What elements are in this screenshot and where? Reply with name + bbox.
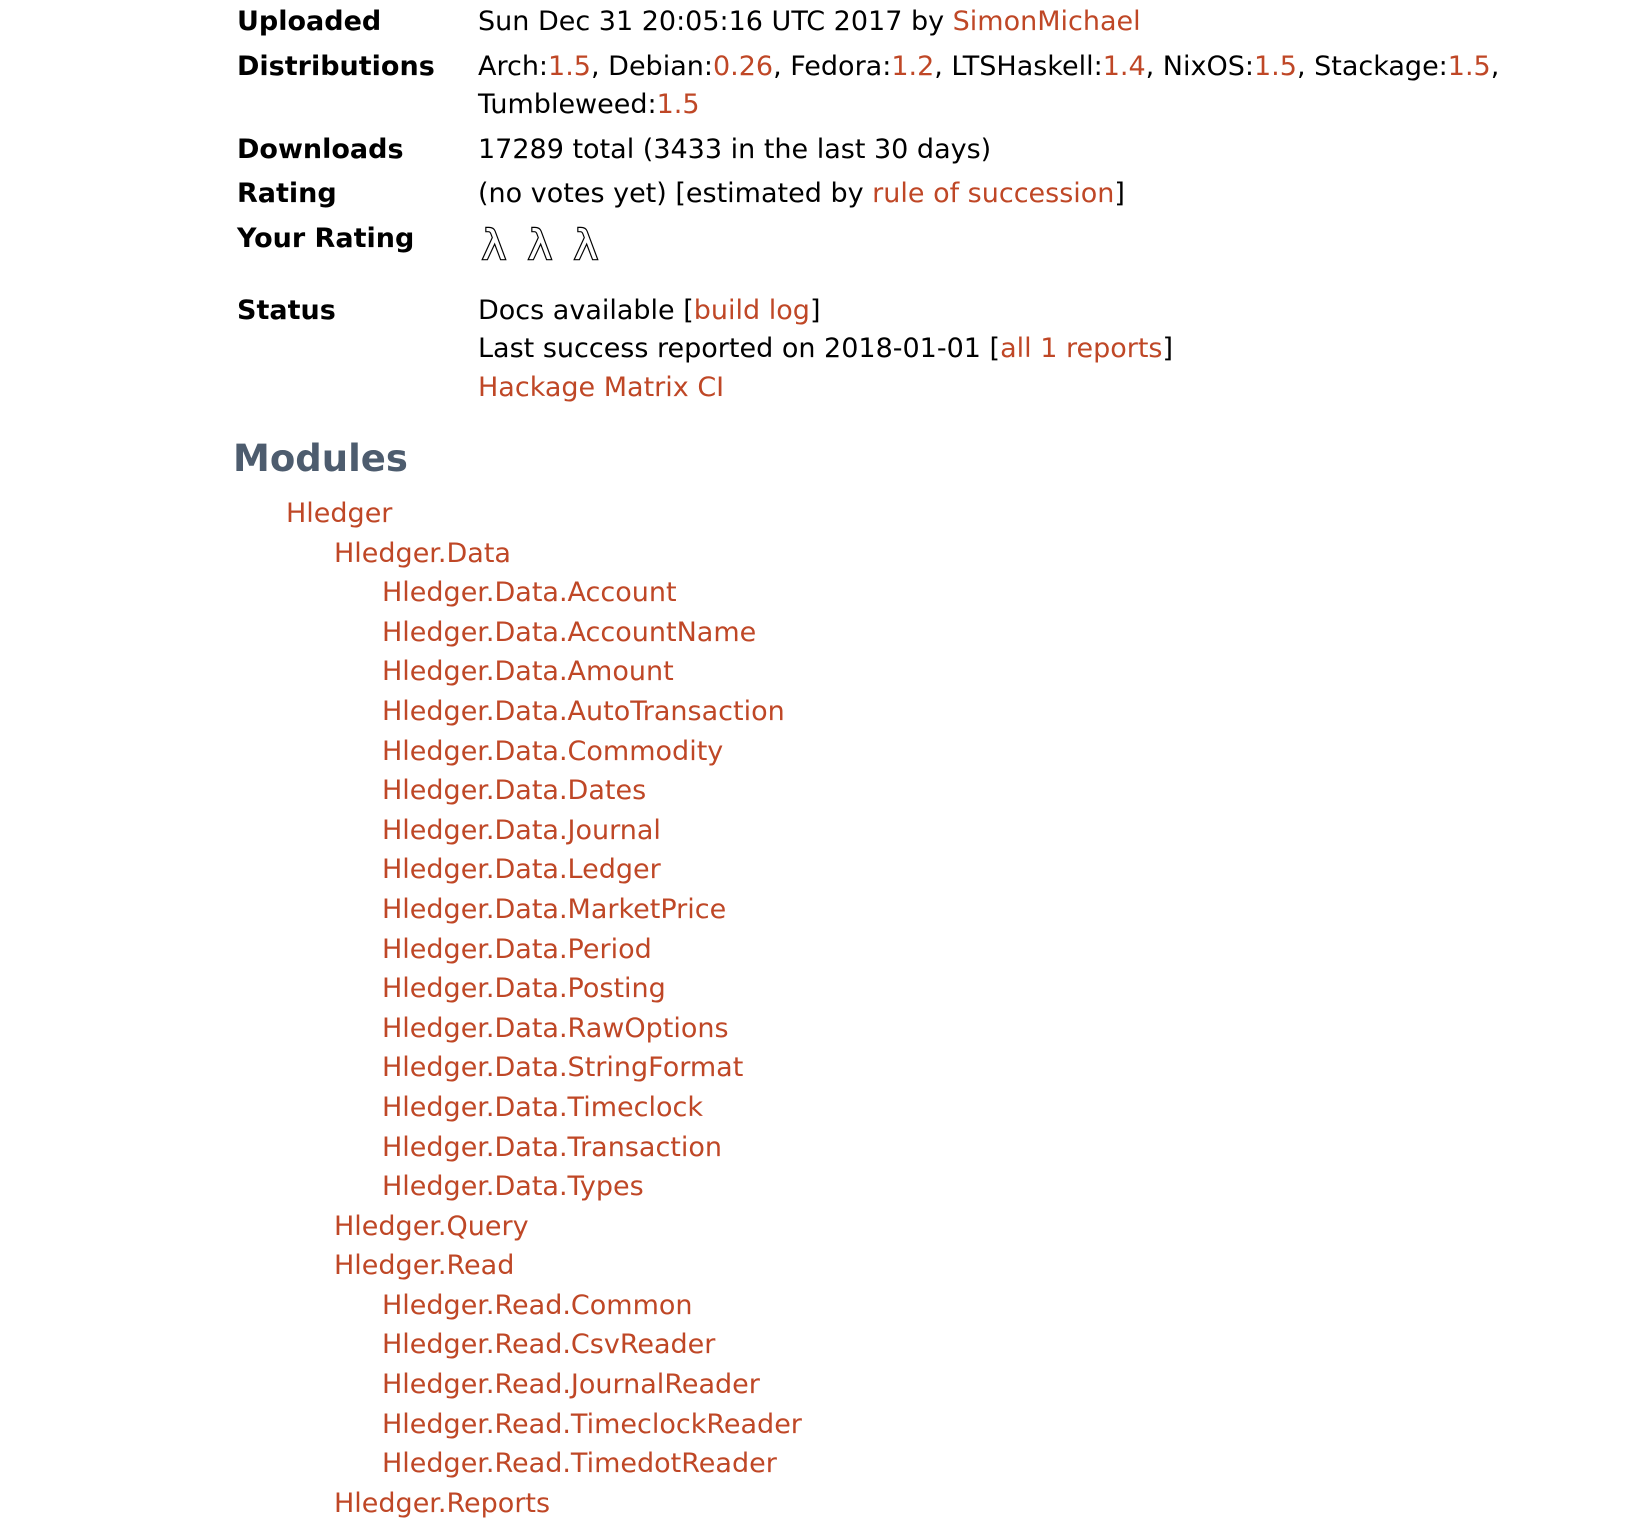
module-link[interactable]: Hledger.Read.JournalReader [382,1369,760,1401]
hackage-matrix-ci-link[interactable]: Hackage Matrix CI [478,371,725,403]
module-tree-item [0,1088,1639,1128]
module-link[interactable]: Hledger.Data.Journal [382,814,661,846]
property-value [478,0,1528,45]
property-row-status [237,271,1528,411]
property-value [478,217,1528,271]
module-tree-item [0,1286,1639,1326]
property-value-line [478,175,1528,214]
module-tree-item [0,1365,1639,1405]
property-row-your-rating [237,217,1528,271]
lambda-rating-icon[interactable] [524,222,556,268]
property-label: Distributions [237,50,435,82]
module-link[interactable]: Hledger.Data [334,537,511,569]
fedora-version-link[interactable]: 1.2 [891,50,935,82]
svg-text:λ: λ [481,221,507,268]
property-value-line [478,131,1528,170]
module-tree-item [0,811,1639,851]
property-value-line [478,48,1528,125]
module-tree-item [0,534,1639,574]
text: Docs available [ [478,294,694,326]
module-tree-item [0,1207,1639,1247]
svg-text:λ: λ [527,221,553,268]
text: Arch: [478,50,549,82]
text: , Debian: [590,50,713,82]
lambda-rating-icon[interactable] [478,222,510,268]
module-tree-item [0,692,1639,732]
module-link[interactable]: Hledger.Data.MarketPrice [382,893,727,925]
module-link[interactable]: Hledger.Read [334,1250,515,1282]
text: , Tumbleweed: [478,50,1500,120]
svg-text:λ: λ [573,221,599,268]
module-tree-item [0,771,1639,811]
debian-version-link[interactable]: 0.26 [712,50,774,82]
text: , Fedora: [773,50,892,82]
module-link[interactable]: Hledger.Reports [334,1487,551,1519]
module-tree-item [0,1167,1639,1207]
package-properties-body [237,0,1528,410]
module-link[interactable]: Hledger.Data.AutoTransaction [382,695,785,727]
module-tree-item [0,652,1639,692]
package-properties [237,0,1528,410]
module-link[interactable]: Hledger.Data.RawOptions [382,1012,729,1044]
module-link[interactable]: Hledger.Data.Types [382,1171,644,1203]
text: ] [809,294,821,326]
property-label: Downloads [237,133,404,165]
uploader-link[interactable]: SimonMichael [952,6,1141,37]
module-link[interactable]: Hledger.Read.TimedotReader [382,1448,777,1480]
module-tree-item [0,1444,1639,1484]
rating-widget [478,220,1528,268]
module-tree-item [0,573,1639,613]
property-row-downloads [237,128,1528,173]
module-tree [0,494,1639,1523]
module-link[interactable]: Hledger [286,498,393,529]
text: 17289 total (3433 in the last 30 days) [478,133,992,165]
module-link[interactable]: Hledger.Read.Common [382,1289,693,1321]
rule-of-succession-link[interactable]: rule of succession [872,178,1115,209]
tumbleweed-version-link[interactable]: 1.5 [656,89,700,120]
stackage-version-link[interactable]: 1.5 [1447,50,1491,82]
module-link[interactable]: Hledger.Read.CsvReader [382,1329,716,1361]
module-link[interactable]: Hledger.Data.Ledger [382,854,661,886]
text: ] [1162,333,1174,364]
module-tree-item [0,1009,1639,1049]
module-tree-item [0,1484,1639,1523]
property-label: Rating [237,178,337,209]
property-value-line [478,330,1528,369]
property-value-line [478,3,1528,42]
text: (no votes yet) [estimated by [478,178,873,209]
module-tree-item [0,850,1639,890]
property-value [478,45,1528,128]
module-tree-item [0,613,1639,653]
module-link[interactable]: Hledger.Data.Commodity [382,735,724,767]
property-value [478,172,1528,217]
property-value-line [478,292,1528,331]
text: Sun Dec 31 20:05:16 UTC 2017 by [478,6,953,37]
module-link[interactable]: Hledger.Data.Account [382,577,677,609]
property-value-line [478,369,1528,408]
module-link[interactable]: Hledger.Data.Posting [382,973,666,1005]
property-label: Status [237,294,336,326]
module-link[interactable]: Hledger.Read.TimeclockReader [382,1408,802,1440]
property-label: Your Rating [237,222,415,254]
property-row-uploaded [237,0,1528,45]
module-tree-item [0,1405,1639,1445]
module-tree-item [0,1048,1639,1088]
text: ] [1114,178,1125,209]
ltshaskell-version-link[interactable]: 1.4 [1102,50,1146,82]
text: , Stackage: [1296,50,1448,82]
build-log-link[interactable]: build log [693,294,810,326]
text: , LTSHaskell: [934,50,1103,82]
module-link[interactable]: Hledger.Data.StringFormat [382,1052,744,1084]
property-row-distributions [237,45,1528,128]
module-tree-item [0,930,1639,970]
module-link[interactable]: Hledger.Data.Amount [382,656,674,688]
property-value [478,271,1528,411]
module-tree-item [0,969,1639,1009]
module-tree-item [0,1128,1639,1168]
lambda-rating-icon[interactable] [570,222,602,268]
property-label: Uploaded [237,6,382,37]
module-tree-item [0,494,1639,534]
text: Last success reported on 2018-01-01 [ [478,333,1001,364]
modules-heading: Modules [233,437,408,480]
module-link[interactable]: Hledger.Data.Transaction [382,1131,723,1163]
module-tree-item [0,890,1639,930]
module-tree-item [0,732,1639,772]
property-value [478,128,1528,173]
module-tree-item [0,1246,1639,1286]
module-link[interactable]: Hledger.Data.Timeclock [382,1091,703,1123]
arch-version-link[interactable]: 1.5 [548,50,591,82]
module-link[interactable]: Hledger.Data.AccountName [382,616,757,648]
module-tree-item [0,1325,1639,1365]
module-link[interactable]: Hledger.Data.Period [382,933,652,965]
text: , NixOS: [1145,50,1254,82]
module-link[interactable]: Hledger.Data.Dates [382,775,647,807]
property-row-rating [237,172,1528,217]
all-reports-link[interactable]: all 1 reports [1000,333,1163,364]
nixos-version-link[interactable]: 1.5 [1253,50,1297,82]
module-link[interactable]: Hledger.Query [334,1210,529,1242]
